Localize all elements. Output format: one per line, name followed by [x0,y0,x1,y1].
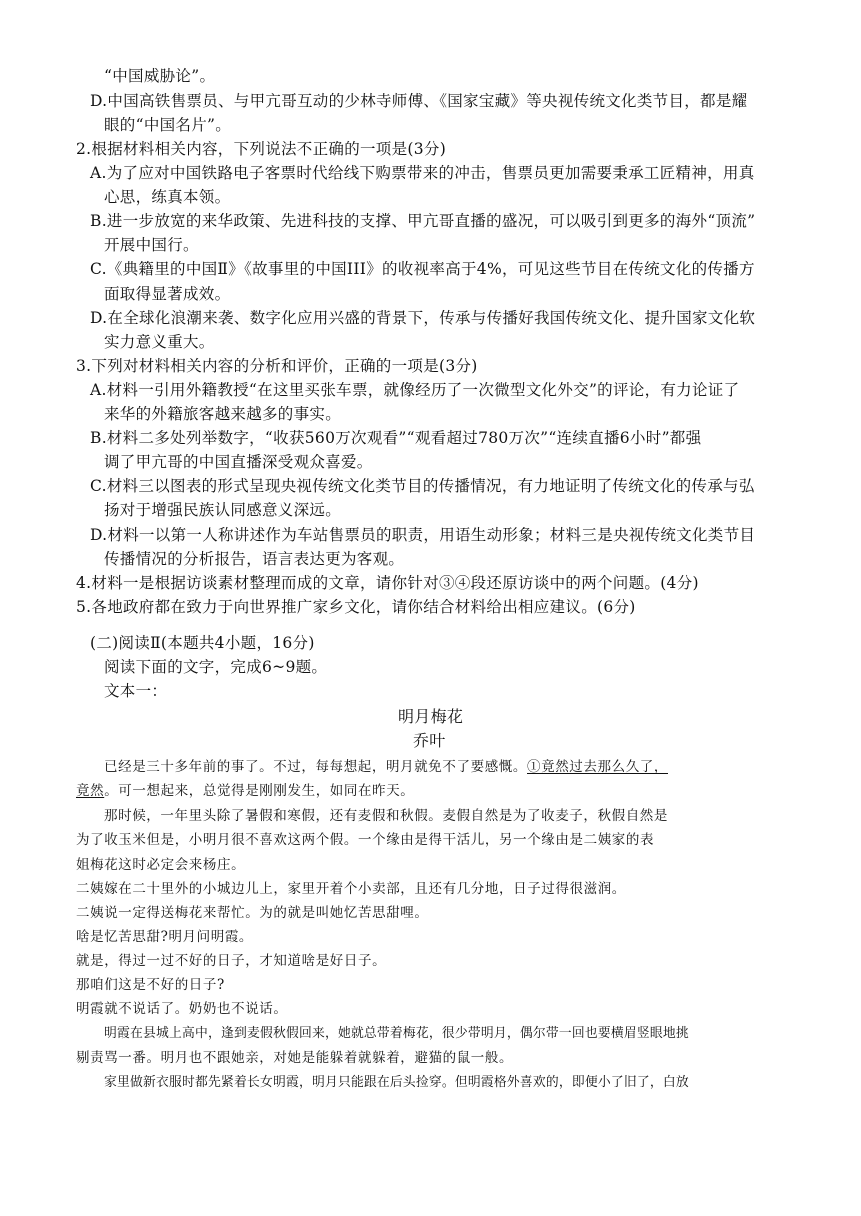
paragraph-line: 家里做新衣服时都先紧着长女明霞，明月只能跟在后头捡穿。但明霞格外喜欢的，即便小了旧了，白放 [104,1075,689,1090]
paragraph-line: 明霞在县城上高中，逢到麦假秋假回来，她就总带着梅花，很少带明月，偶尔带一回也要横眉竖眼地挑 [104,1026,689,1041]
underlined-sentence: 竟然 [76,783,105,799]
option-b-line: B.进一步放宽的来华政策、先进科技的支撑、甲亢哥直播的盛况，可以吸引到更多的海外“顶流” [90,212,756,230]
paragraph-line: 明霞就不说话了。奶奶也不说话。 [76,1001,288,1017]
question-3-stem: 3.下列对材料相关内容的分析和评价，正确的一项是(3分) [76,357,478,375]
paragraph-line: 啥是忆苦思甜?明月问明霞。 [76,929,254,945]
text-line: 扬对于增强民族认同感意义深远。 [104,501,342,519]
paragraph-line: 二姨说一定得送梅花来帮忙。为的就是叫她忆苦思甜哩。 [76,905,429,921]
text-line: 心思，练真本领。 [104,188,231,206]
story-title: 明月梅花 [398,707,464,726]
paragraph-text: 。可一想起来，总觉得是刚刚发生，如同在昨天。 [104,783,415,799]
option-d-line: D.中国高铁售票员、与甲亢哥互动的少林寺师傅、《国家宝藏》等央视传统文化类节目，都是耀 [90,92,748,110]
option-b-line: B.材料二多处列举数字，“收获560万次观看”“观看超过780万次”“连续直播6小时”都强 [90,429,702,447]
option-a-line: A.材料一引用外籍教授“在这里买张车票，就像经历了一次微型文化外交”的评论，有力论证了 [90,381,740,399]
paragraph-line [104,757,668,777]
option-d-line: D.在全球化浪潮来袭、数字化应用兴盛的背景下，传承与传播好我国传统文化、提升国家文化软 [90,309,756,327]
section-heading: (二)阅读Ⅱ(本题共4小题，16分) [90,634,315,652]
paragraph-line: 就是，得过一过不好的日子，才知道啥是好日子。 [76,953,387,969]
paragraph-line: 二姨嫁在二十里外的小城边儿上，家里开着个小卖部，且还有几分地，日子过得很滋润。 [76,881,626,897]
option-a-line: A.为了应对中国铁路电子客票时代给线下购票带来的冲击，售票员更加需要秉承工匠精神，用真 [90,164,755,182]
paragraph-line [76,781,414,801]
text-line: 面取得显著成效。 [104,285,231,303]
question-2-stem: 2.根据材料相关内容，下列说法不正确的一项是(3分) [76,140,447,158]
paragraph-line: 姐梅花这时必定会来杨庄。 [76,857,246,873]
question-5: 5.各地政府都在致力于向世界推广家乡文化，请你结合材料给出相应建议。(6分) [76,598,636,616]
text-line: “中国威胁论”。 [104,67,216,85]
text-line: 调了甲亢哥的中国直播深受观众喜爱。 [104,453,373,471]
text-line: 眼的“中国名片”。 [104,116,232,134]
text-line: 开展中国行。 [104,236,199,254]
reading-instruction: 阅读下面的文字，完成6~9题。 [104,658,328,676]
underlined-sentence: ①竟然过去那么久了， [527,759,668,775]
option-d-line: D.材料一以第一人称讲述作为车站售票员的职责，用语生动形象；材料三是央视传统文化类节目 [90,526,756,544]
paragraph-line: 那时候，一年里头除了暑假和寒假，还有麦假和秋假。麦假自然是为了收麦子，秋假自然是 [104,808,668,824]
paragraph-line: 为了收玉米但是，小明月很不喜欢这两个假。一个缘由是得干活儿，另一个缘由是二姨家的表 [76,832,655,848]
paragraph-line: 剔责骂一番。明月也不跟她亲，对她是能躲着就躲着，避猫的鼠一般。 [76,1050,514,1066]
story-author: 乔叶 [413,731,446,750]
text-line: 实力意义重大。 [104,333,215,351]
text-line: 来华的外籍旅客越来越多的事实。 [104,405,342,423]
paragraph-line: 那咱们这是不好的日子? [76,977,225,993]
text-line: 传播情况的分析报告，语言表达更为客观。 [104,550,405,568]
paragraph-text: 已经是三十多年前的事了。不过，每每想起，明月就免不了要感慨。 [104,759,527,775]
option-c-line: C.材料三以图表的形式呈现央视传统文化类节目的传播情况，有力地证明了传统文化的传承与弘 [90,477,755,495]
text-one-label: 文本一： [104,682,168,700]
question-4: 4.材料一是根据访谈素材整理而成的文章，请你针对③④段还原访谈中的两个问题。(4分) [76,574,699,592]
option-c-line: C.《典籍里的中国Ⅱ》《故事里的中国III》的收视率高于4%，可见这些节目在传统文化的传播方 [90,260,755,278]
